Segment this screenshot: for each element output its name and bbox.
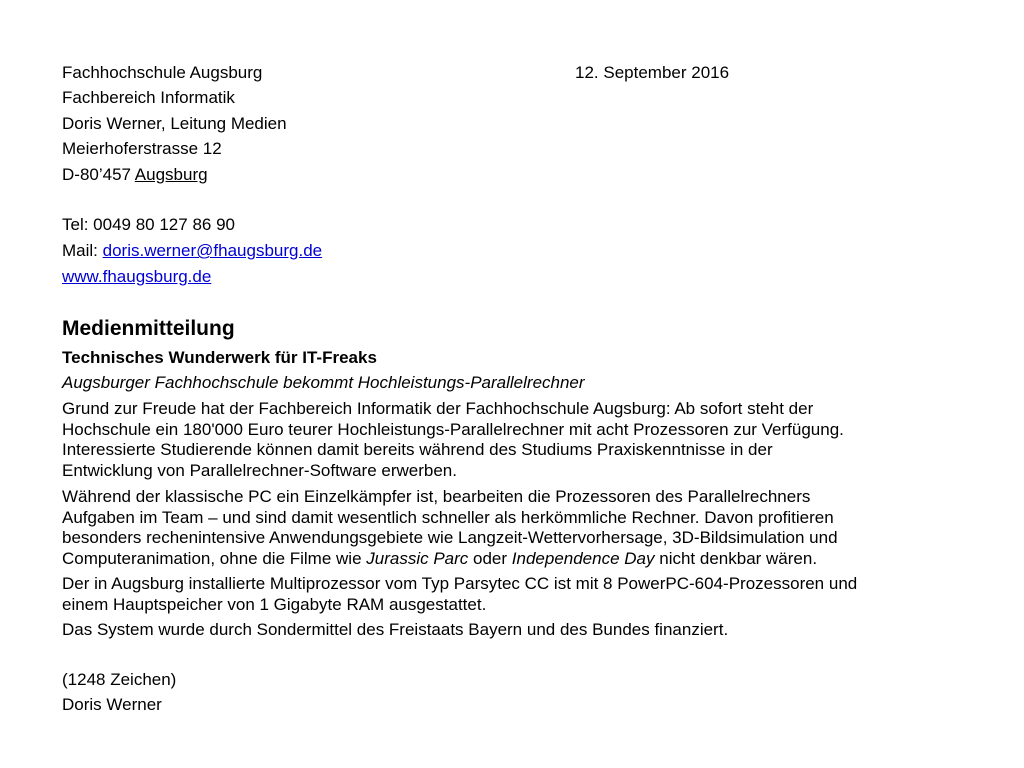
paragraph-2-line: Aufgaben im Team – und sind damit wesentlich schneller als herkömmliche Rechner. Davon profitieren: [62, 507, 834, 527]
paragraph-2-text: oder: [468, 548, 512, 568]
mail-label: Mail:: [62, 241, 103, 260]
mail-link[interactable]: doris.werner@fhaugsburg.de: [102, 241, 323, 260]
paragraph-2: [62, 487, 982, 569]
street-address: Meierhoferstrasse 12: [62, 139, 222, 158]
city-name: Augsburg: [134, 165, 208, 184]
paragraph-3: [62, 574, 982, 615]
website-line: [62, 264, 211, 289]
postal-prefix: D-80’457: [62, 165, 135, 184]
character-count: (1248 Zeichen): [62, 670, 177, 689]
release-title: Medienmitteilung: [62, 317, 235, 340]
paragraph-1-line: Interessierte Studierende können damit bereits während des Studiums Praxiskenntnisse in der: [62, 440, 773, 459]
paragraph-2-line: [62, 549, 982, 570]
paragraph-2-line: besonders rechenintensive Anwendungsgebiete wie Langzeit-Wettervorhersage, 3D-Bildsimulation und: [62, 528, 838, 547]
release-lead: Augsburger Fachhochschule bekommt Hochleistungs-Parallelrechner: [62, 373, 585, 392]
paragraph-2-text: nicht denkbar wären.: [654, 548, 818, 568]
release-date: 12. September 2016: [575, 63, 730, 82]
paragraph-2-text: Computeranimation, ohne die Filme wie: [62, 548, 367, 568]
paragraph-3-line: einem Hauptspeicher von 1 Gigabyte RAM ausgestattet.: [62, 594, 487, 614]
paragraph-1: [62, 399, 982, 481]
author-name: Doris Werner: [62, 695, 162, 714]
paragraph-1-line: Grund zur Freude hat der Fachbereich Informatik der Fachhochschule Augsburg: Ab sofort steht der: [62, 399, 814, 418]
paragraph-4-line: Das System wurde durch Sondermittel des Freistaats Bayern und des Bundes finanziert.: [62, 620, 729, 639]
website-link[interactable]: www.fhaugsburg.de: [62, 267, 212, 286]
mail-line: [62, 238, 322, 263]
institution-name: Fachhochschule Augsburg: [62, 63, 263, 82]
department-name: Fachbereich Informatik: [62, 88, 235, 107]
paragraph-2-line: Während der klassische PC ein Einzelkämpfer ist, bearbeiten die Prozessoren des Parallelrechners: [62, 487, 811, 506]
film-title: Independence Day: [511, 548, 655, 568]
paragraph-4: [62, 620, 982, 641]
paragraph-3-line: Der in Augsburg installierte Multiprozessor vom Typ Parsytec CC ist mit 8 PowerPC-604-Prozessoren und: [62, 574, 858, 593]
contact-person: Doris Werner, Leitung Medien: [62, 114, 287, 133]
release-subtitle: Technisches Wunderwerk für IT-Freaks: [62, 348, 377, 367]
phone-number: Tel: 0049 80 127 86 90: [62, 215, 235, 234]
paragraph-1-line: Entwicklung von Parallelrechner-Software erwerben.: [62, 460, 457, 480]
postal-address: [62, 162, 208, 187]
film-title: Jurassic Parc: [366, 548, 469, 568]
paragraph-1-line: Hochschule ein 180'000 Euro teurer Hochleistungs-Parallelrechner mit acht Prozessoren zur Verfügung.: [62, 419, 844, 439]
